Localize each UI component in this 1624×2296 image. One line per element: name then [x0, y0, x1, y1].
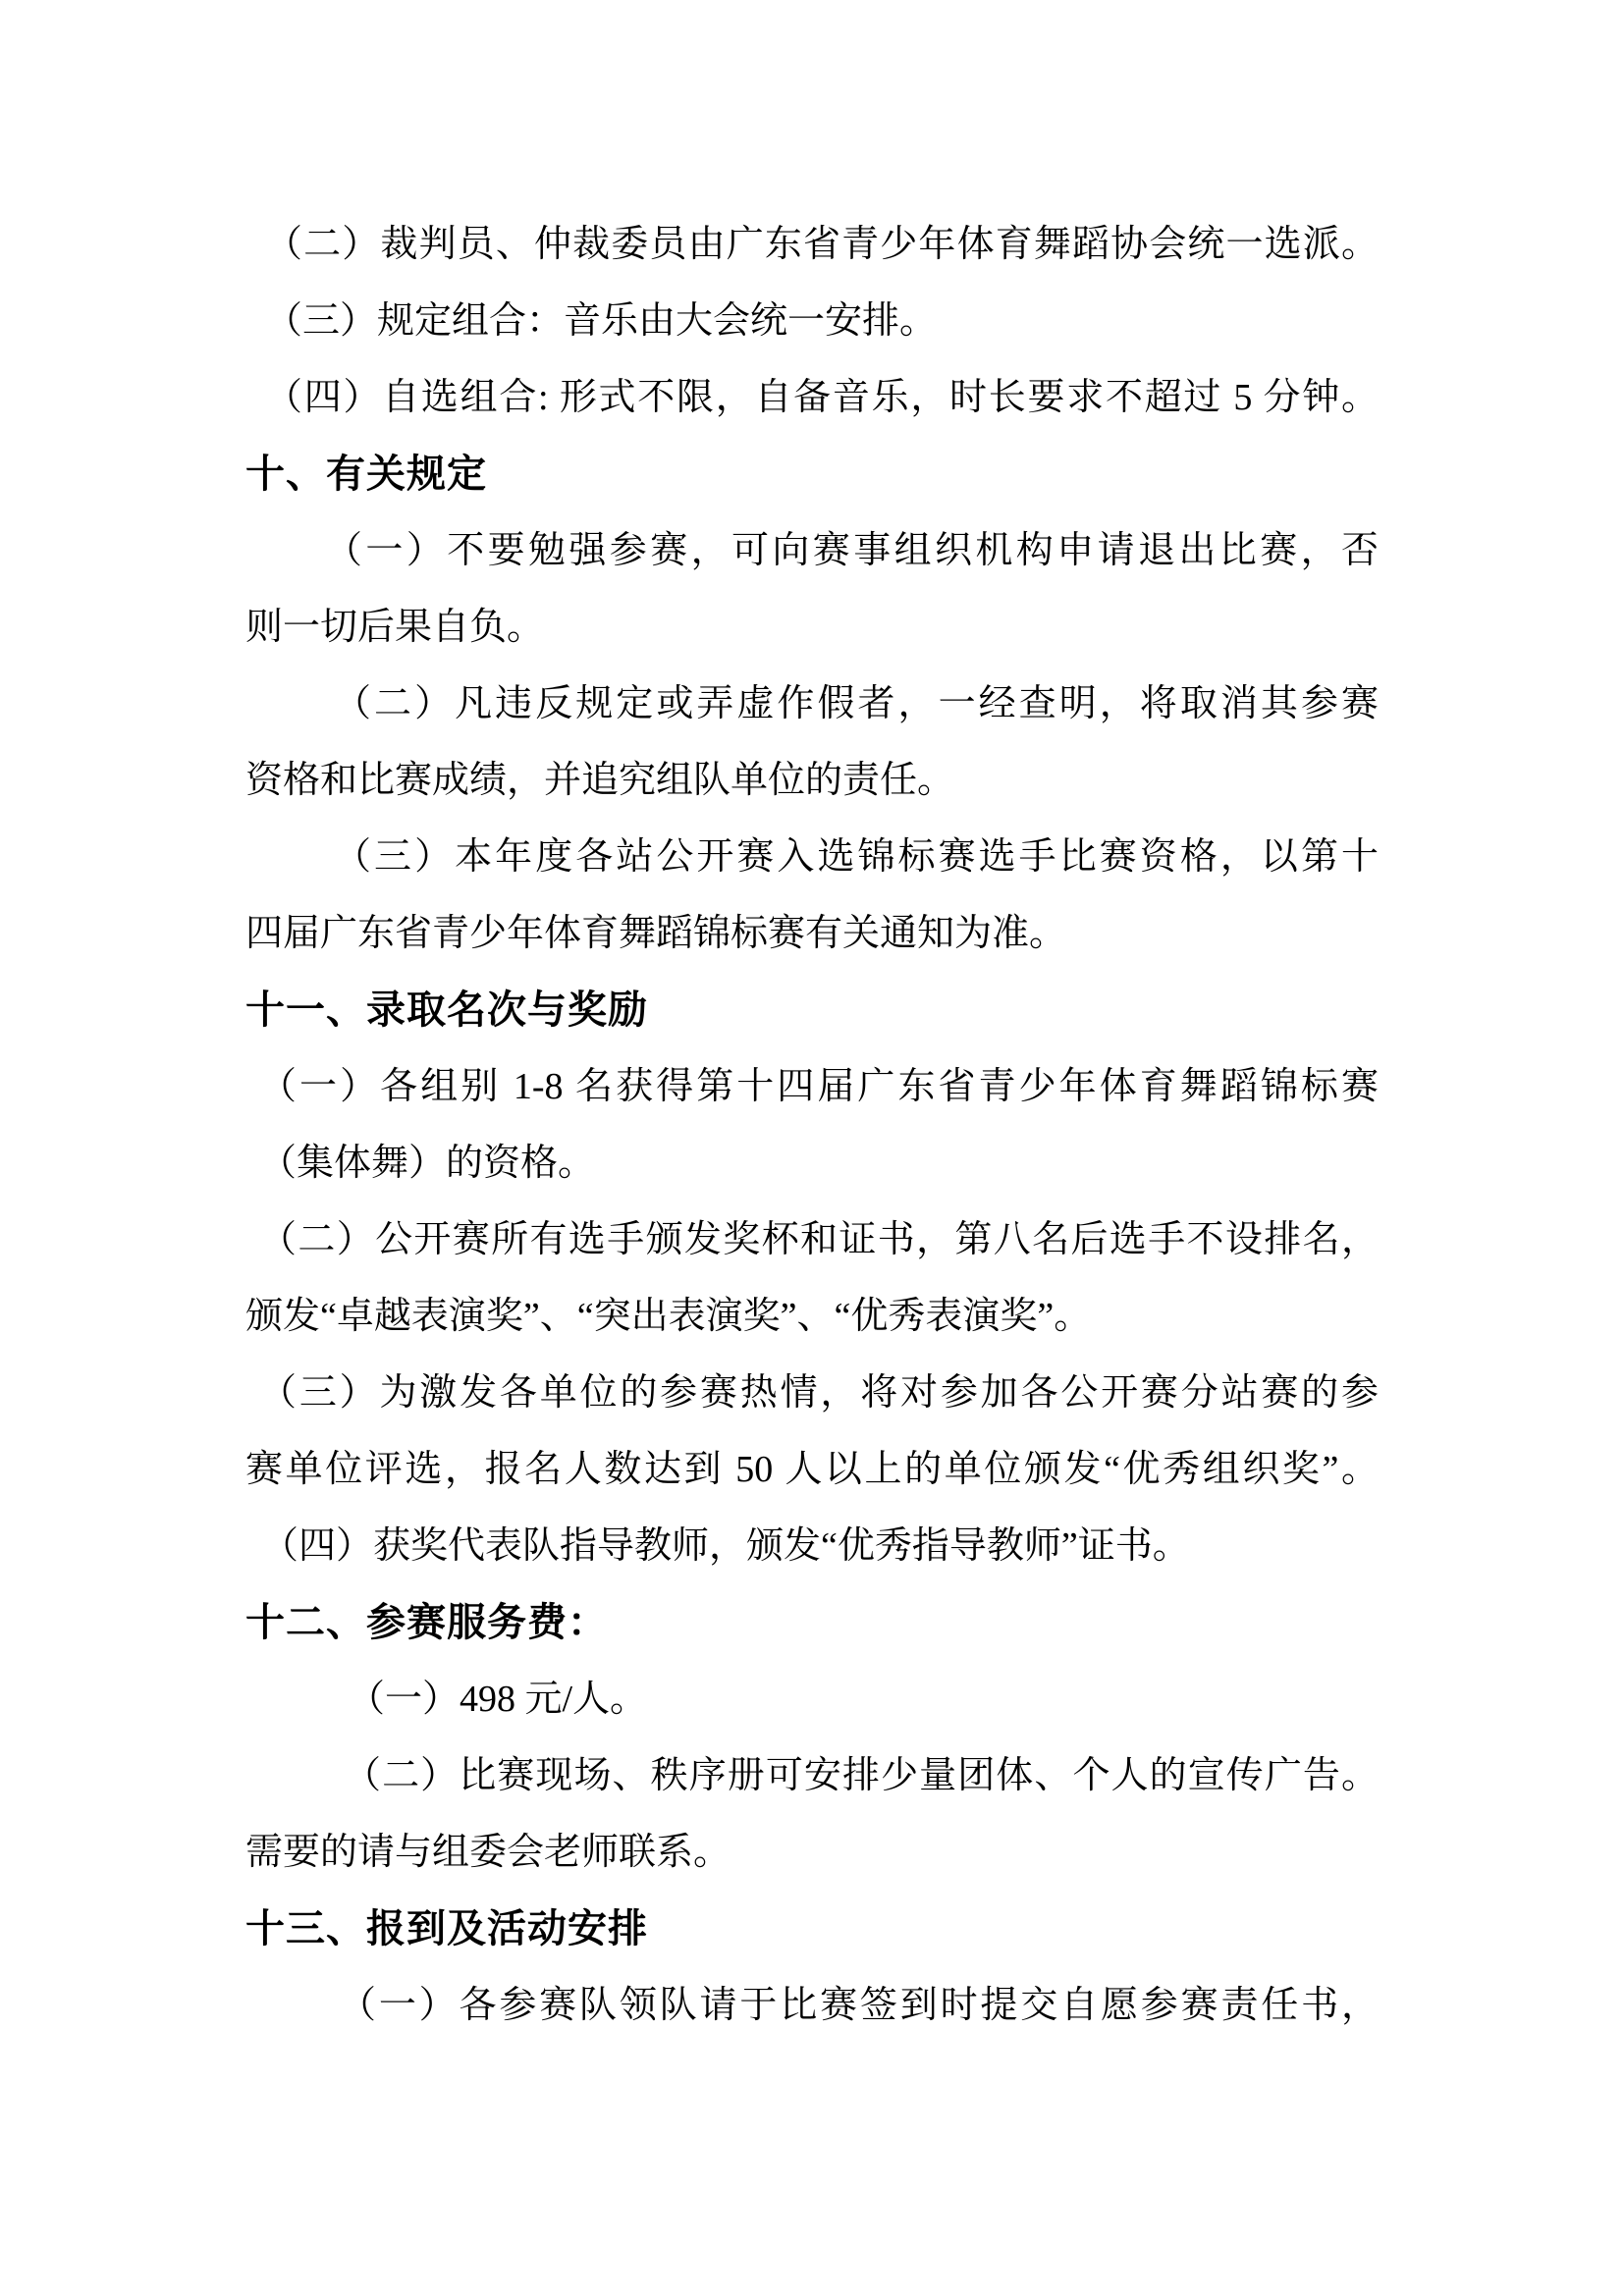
section-heading: 十、有关规定 [245, 453, 487, 496]
section-heading: 十一、录取名次与奖励 [245, 988, 648, 1032]
text-line: （四）获奖代表队指导教师，颁发“优秀指导教师”证书。 [261, 1525, 1190, 1567]
text-line: 资格和比赛成绩，并追究组队单位的责任。 [245, 760, 955, 801]
text-line: 颁发“卓越表演奖”、“突出表演奖”、“优秀表演奖”。 [245, 1296, 1092, 1337]
text-line: （三）本年度各站公开赛入选锦标赛选手比赛资格，以第十 [334, 836, 1379, 878]
text-line: 四届广东省青少年体育舞蹈锦标赛有关通知为准。 [245, 913, 1067, 954]
text-line: （一）各参赛队领队请于比赛签到时提交自愿参赛责任书， [339, 1985, 1379, 2026]
text-line: （四）自选组合: 形式不限，自备音乐，时长要求不超过 5 分钟。 [265, 377, 1379, 418]
text-line: （二）凡违反规定或弄虚作假者，一经查明，将取消其参赛 [334, 683, 1379, 724]
text-line: 赛单位评选，报名人数达到 50 人以上的单位颁发“优秀组织奖”。 [245, 1449, 1379, 1490]
text-line: （一）不要勉强参赛，可向赛事组织机构申请退出比赛，否 [325, 530, 1379, 571]
text-line: （二）裁判员、仲裁委员由广东省青少年体育舞蹈协会统一选派。 [265, 224, 1379, 265]
text-line: （三）为激发各单位的参赛热情，将对参加各公开赛分站赛的参 [259, 1372, 1379, 1414]
text-line: （三）规定组合：音乐由大会统一安排。 [265, 300, 938, 342]
text-line: （二）比赛现场、秩序册可安排少量团体、个人的宣传广告。 [344, 1755, 1379, 1796]
section-heading: 十二、参赛服务费： [245, 1601, 608, 1644]
document-body [245, 206, 1379, 2044]
text-line: （一）498 元/人。 [348, 1679, 648, 1720]
text-line: 需要的请与组委会老师联系。 [245, 1832, 731, 1873]
text-line: （集体舞）的资格。 [259, 1143, 596, 1184]
text-line: （二）公开赛所有选手颁发奖杯和证书，第八名后选手不设排名， [259, 1219, 1379, 1260]
section-heading: 十三、报到及活动安排 [245, 1907, 648, 1950]
text-line: 则一切后果自负。 [245, 607, 545, 648]
text-line: （一）各组别 1-8 名获得第十四届广东省青少年体育舞蹈锦标赛 [259, 1066, 1379, 1107]
